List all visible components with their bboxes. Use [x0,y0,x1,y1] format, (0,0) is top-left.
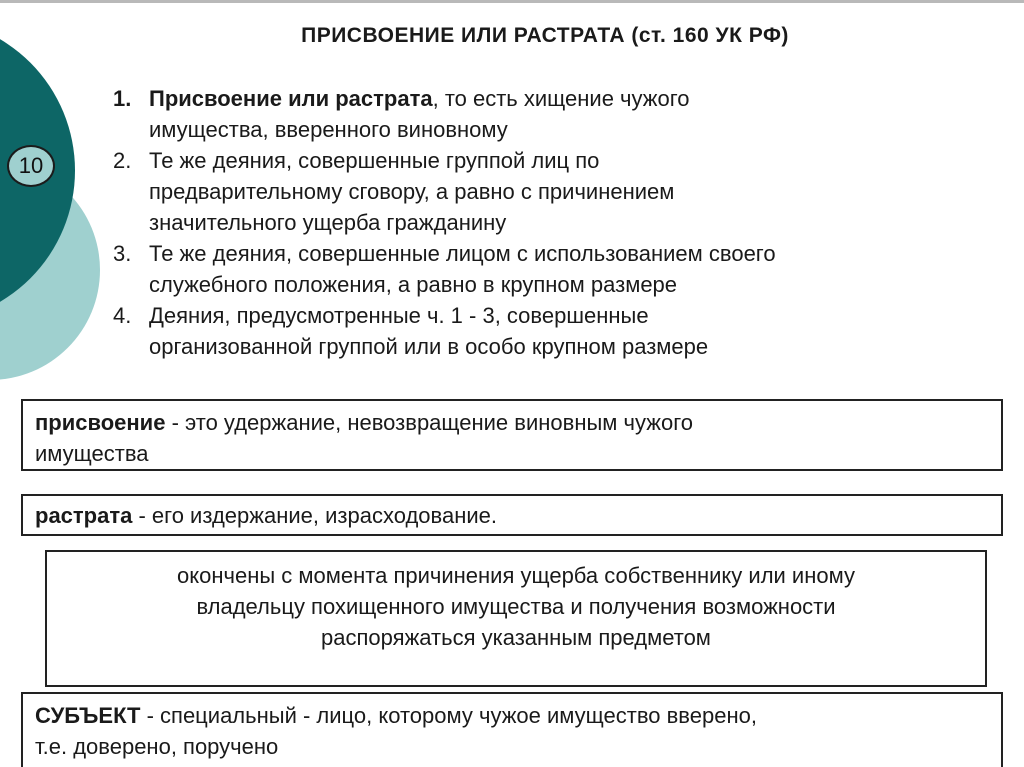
list-item [113,145,1003,238]
list-item [113,83,1003,145]
completion-text: распоряжаться указанным предметом [321,625,711,650]
list-item-text: организованной группой или в особо крупном размере [149,334,709,359]
list-item [113,300,1003,362]
list-item-text: Те же деяния, совершенные лицом с использованием своего [149,241,776,266]
definition-text: - специальный - лицо, которому чужое имущество вверено, [140,703,757,728]
list-item-text: значительного ущерба гражданину [149,210,507,235]
list-item-term: Присвоение или растрата [149,86,433,111]
completion-text: окончены с момента причинения ущерба собственнику или иному [177,563,855,588]
appropriation-definition-box [21,399,1003,471]
completion-moment-box [45,550,987,687]
definition-term: присвоение [35,410,166,435]
list-item-number: 1. [113,86,132,111]
subject-definition-box [21,692,1003,767]
list-item-number: 3. [113,241,132,266]
definition-text: - это удержание, невозвращение виновным чужого [165,410,693,435]
embezzlement-definition-box [21,494,1003,536]
list-item-text: предварительному сговору, а равно с причинением [149,179,675,204]
completion-text: владельцу похищенного имущества и получения возможности [196,594,836,619]
definition-term: СУБЪЕКТ [35,703,141,728]
list-item-text: имущества, вверенного виновному [149,117,508,142]
list-item-text: Те же деяния, совершенные группой лиц по [149,148,600,173]
list-item-text: Деяния, предусмотренные ч. 1 - 3, совершенные [149,303,649,328]
slide-title: ПРИСВОЕНИЕ ИЛИ РАСТРАТА (ст. 160 УК РФ) [301,24,789,47]
list-item-text: , то есть хищение чужого [432,86,690,111]
top-border [0,0,1024,3]
definition-term: растрата [35,503,133,528]
definition-text: - его издержание, израсходование. [132,503,497,528]
definition-text: т.е. доверено, поручено [35,734,279,759]
definition-text: имущества [35,441,149,466]
list-item-number: 2. [113,148,132,173]
list-item [113,238,1003,300]
list-item-text: служебного положения, а равно в крупном размере [149,272,678,297]
list-item-number: 4. [113,303,132,328]
article-parts-list [113,83,1003,362]
slide-number-badge: 10 [7,145,55,187]
